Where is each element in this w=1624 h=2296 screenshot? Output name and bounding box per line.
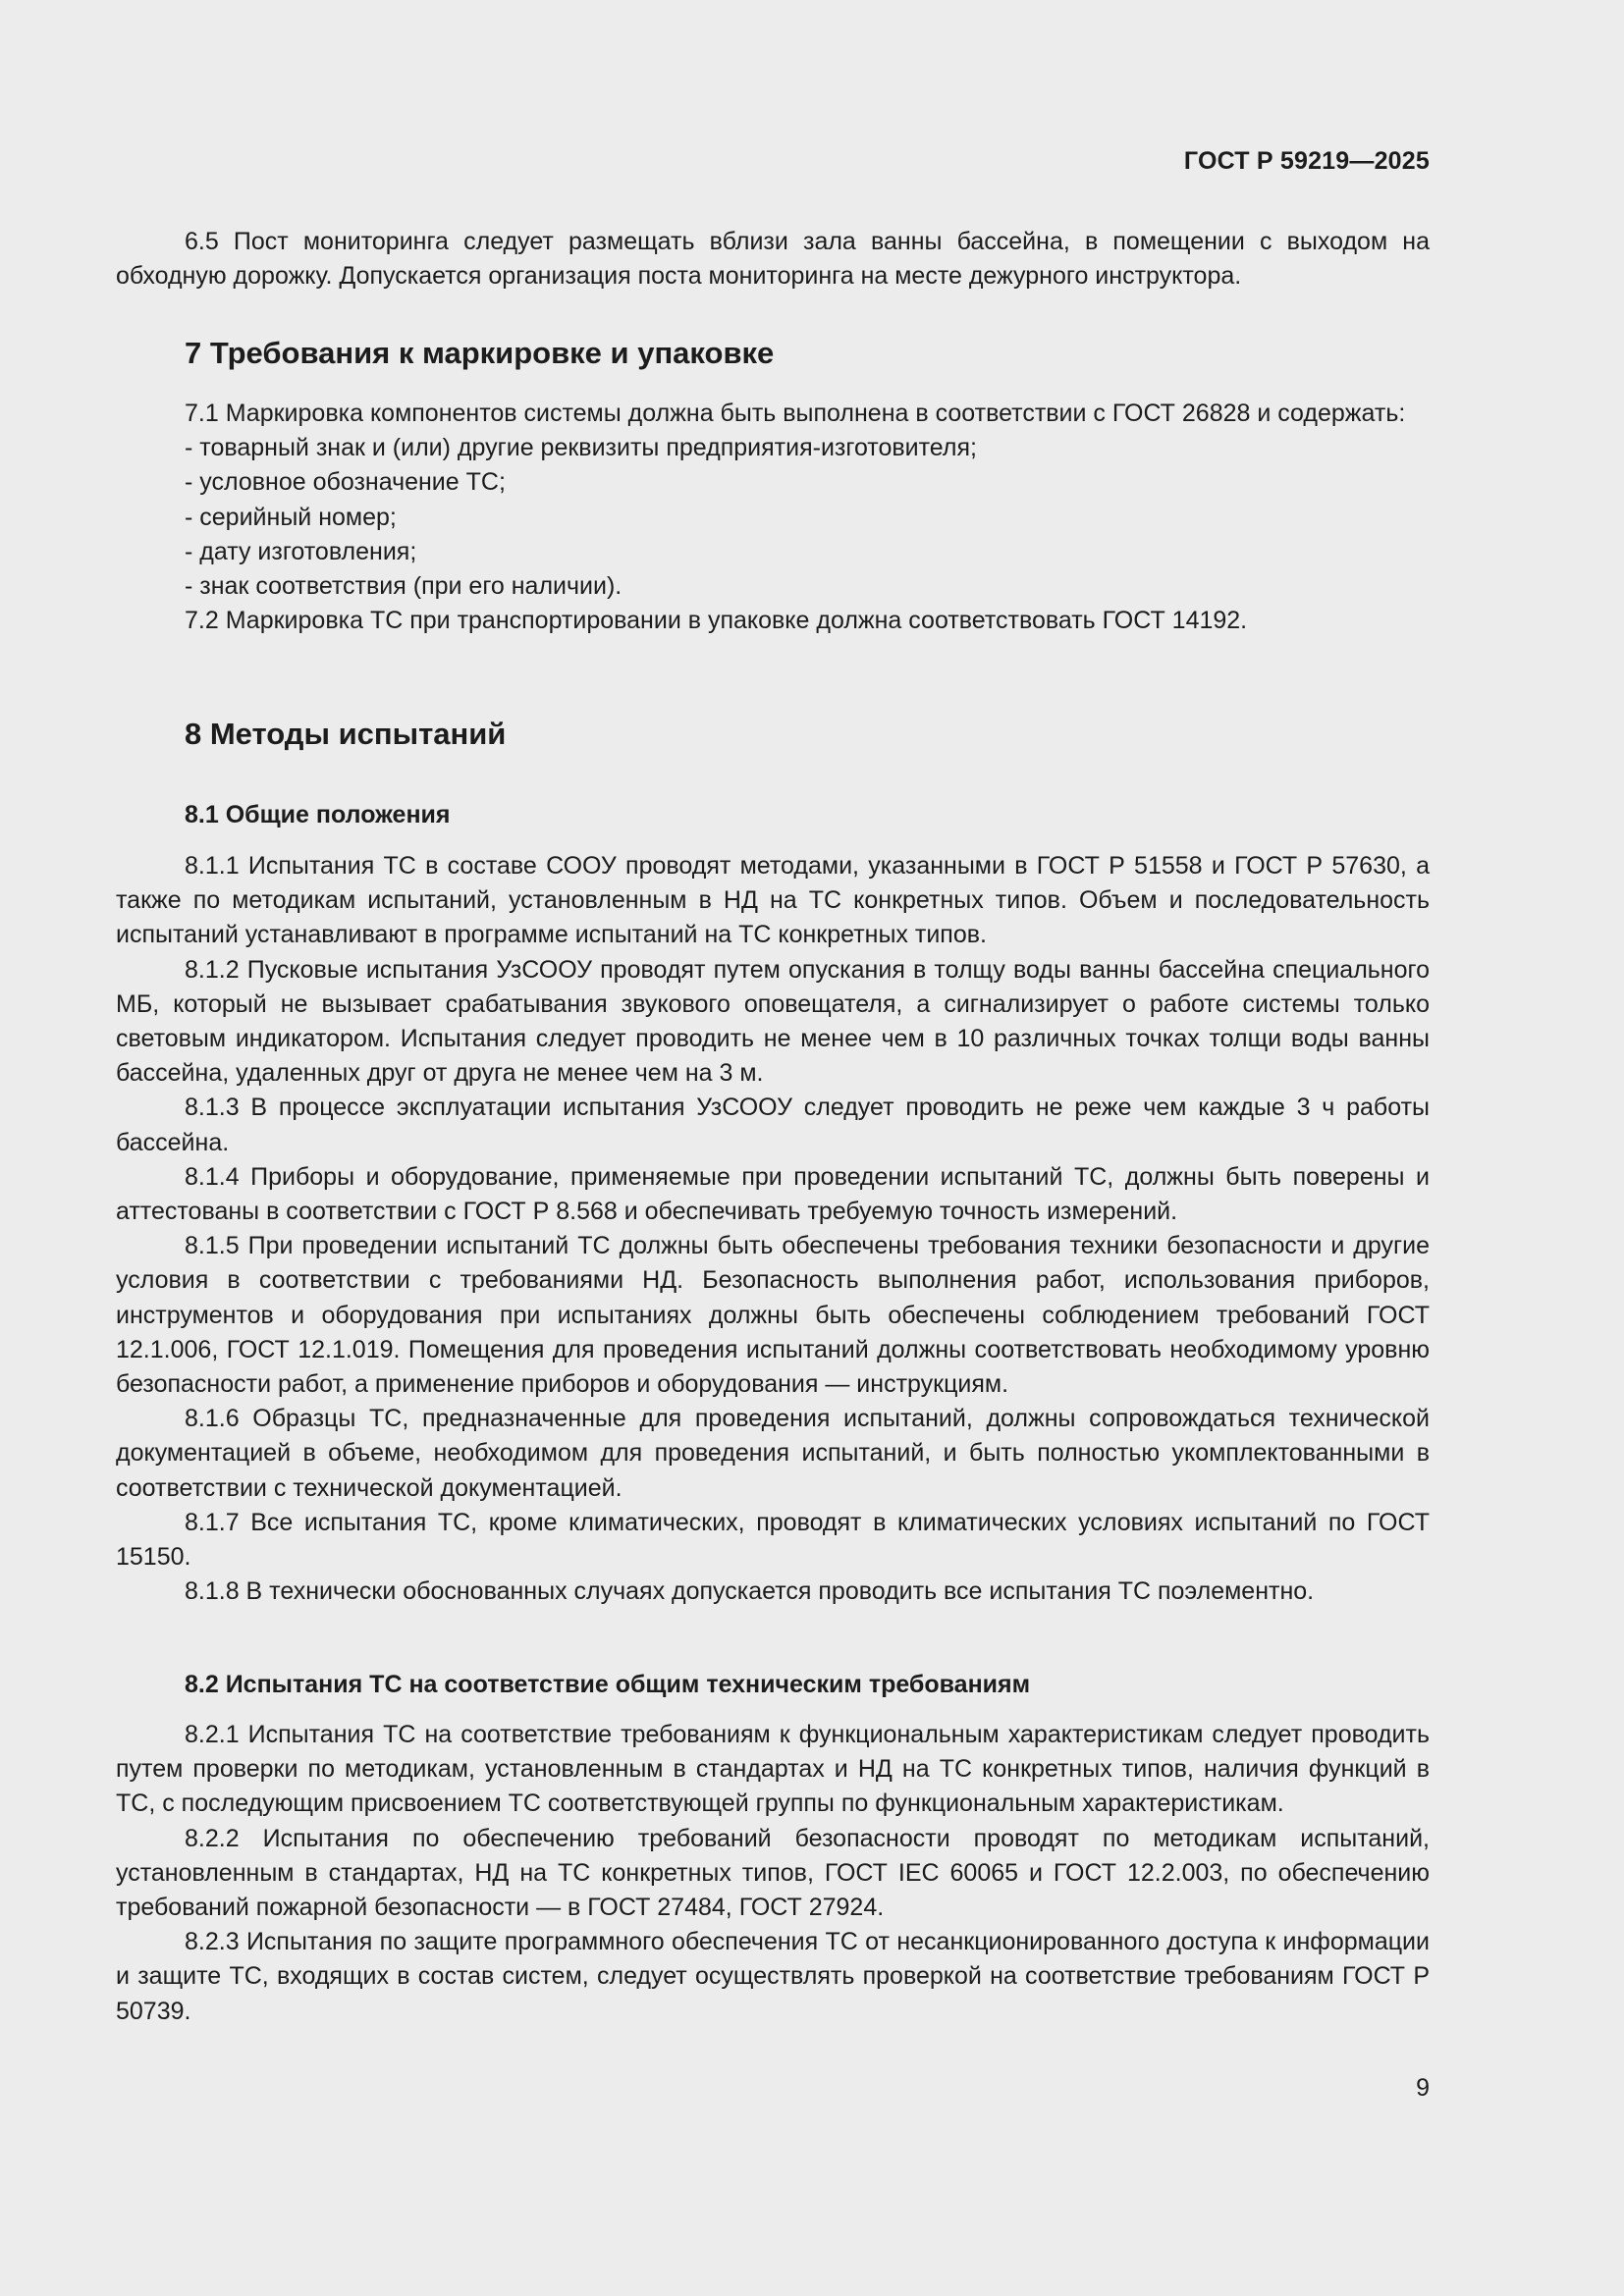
paragraph-8-1-2: 8.1.2 Пусковые испытания УзСООУ проводят путем опускания в толщу воды ванны бассейна специального МБ, который не вызывает срабатывания звукового оповещателя, а сигнализирует о работе системы только световым индикатором. Испытания следует проводить не менее чем в 10 различных точках толщи воды ванны бассейна, удаленных друг от друга не менее чем на 3 м.: [116, 955, 1430, 1088]
paragraph-6-5: 6.5 Пост мониторинга следует размещать вблизи зала ванны бассейна, в помещении с выходом на обходную дорожку. Допускается организация поста мониторинга на месте дежурного инструктора.: [116, 228, 1430, 291]
paragraph-8-2-1: 8.2.1 Испытания ТС на соответствие требованиям к функциональным характеристикам следует проводить путем проверки по методикам, установленным в стандартах и НД на ТС конкретных типов, наличия функций в ТС, с последующим присвоением ТС соответствующей группы по функциональным характеристикам.: [116, 1721, 1430, 1818]
list-item: - дату изготовления;: [185, 537, 417, 565]
subsection-8-1-body: [116, 849, 1430, 1609]
paragraph-8-1-4: 8.1.4 Приборы и оборудование, применяемые при проведении испытаний ТС, должны быть поверены и аттестованы в соответствии с ГОСТ Р 8.568 и обеспечивать требуемую точность измерений.: [116, 1162, 1430, 1226]
paragraph-8-2-2: 8.2.2 Испытания по обеспечению требований безопасности проводят по методикам испытаний, установленным в стандартах, НД на ТС конкретных типов, ГОСТ IEC 60065 и ГОСТ 12.2.003, по обеспечению требований пожарной безопасности — в ГОСТ 27484, ГОСТ 27924.: [116, 1824, 1430, 1922]
document-code: ГОСТ Р 59219—2025: [1183, 147, 1430, 175]
list-item: - серийный номер;: [185, 503, 397, 531]
page-number: 9: [1416, 2074, 1430, 2102]
paragraph-8-1-7: 8.1.7 Все испытания ТС, кроме климатических, проводят в климатических условиях испытаний по ГОСТ 15150.: [116, 1508, 1430, 1572]
subsection-8-2-body: [116, 1718, 1430, 2029]
paragraph-8-1-5: 8.1.5 При проведении испытаний ТС должны быть обеспечены требования техники безопасности и другие условия в соответствии с требованиями НД. Безопасность выполнения работ, использования приборов, инструментов и оборудования при испытаниях должны быть обеспечены соблюдением требований ГОСТ 12.1.006, ГОСТ 12.1.019. Помещения для проведения испытаний должны соответствовать необходимому уровню безопасности работ, а применение приборов и оборудования — инструкциям.: [116, 1232, 1430, 1399]
paragraph-8-1-1: 8.1.1 Испытания ТС в составе СООУ проводят методами, указанными в ГОСТ Р 51558 и ГОСТ Р 57630, а также по методикам испытаний, установленным в НД на ТС конкретных типов. Объем и последовательность испытаний устанавливают в программе испытаний на ТС конкретных типов.: [116, 852, 1430, 949]
paragraph-8-1-8: 8.1.8 В технически обоснованных случаях допускается проводить все испытания ТС поэлементно.: [185, 1577, 1315, 1606]
section-7-heading: 7 Требования к маркировке и упаковке: [185, 336, 775, 370]
list-item: - условное обозначение ТС;: [185, 468, 506, 497]
paragraph-8-2-3: 8.2.3 Испытания по защите программного обеспечения ТС от несанкционированного доступа к информации и защите ТС, входящих в состав систем, следует осуществлять проверкой на соответствие требованиям ГОСТ Р 50739.: [116, 1928, 1430, 2025]
section-7-body: [116, 397, 1430, 638]
paragraph-7-1: 7.1 Маркировка компонентов системы должна быть выполнена в соответствии с ГОСТ 26828 и содержать:: [185, 400, 1406, 427]
list-item: - знак соответствия (при его наличии).: [185, 572, 623, 601]
subsection-8-1-heading: 8.1 Общие положения: [185, 801, 451, 828]
paragraph-8-1-3: 8.1.3 В процессе эксплуатации испытания УзСООУ следует проводить не реже чем каждые 3 ч работы бассейна.: [116, 1094, 1430, 1156]
paragraph-7-2: 7.2 Маркировка ТС при транспортировании в упаковке должна соответствовать ГОСТ 14192.: [185, 607, 1248, 635]
subsection-8-2-heading: 8.2 Испытания ТС на соответствие общим техническим требованиям: [185, 1671, 1031, 1698]
paragraph-8-1-6: 8.1.6 Образцы ТС, предназначенные для проведения испытаний, должны сопровождаться технической документацией в объеме, необходимом для проведения испытаний, и быть полностью укомплектованными в соответствии с технической документацией.: [116, 1405, 1430, 1502]
section-8-heading: 8 Методы испытаний: [185, 717, 507, 751]
list-item: - товарный знак и (или) другие реквизиты предприятия-изготовителя;: [185, 434, 977, 462]
